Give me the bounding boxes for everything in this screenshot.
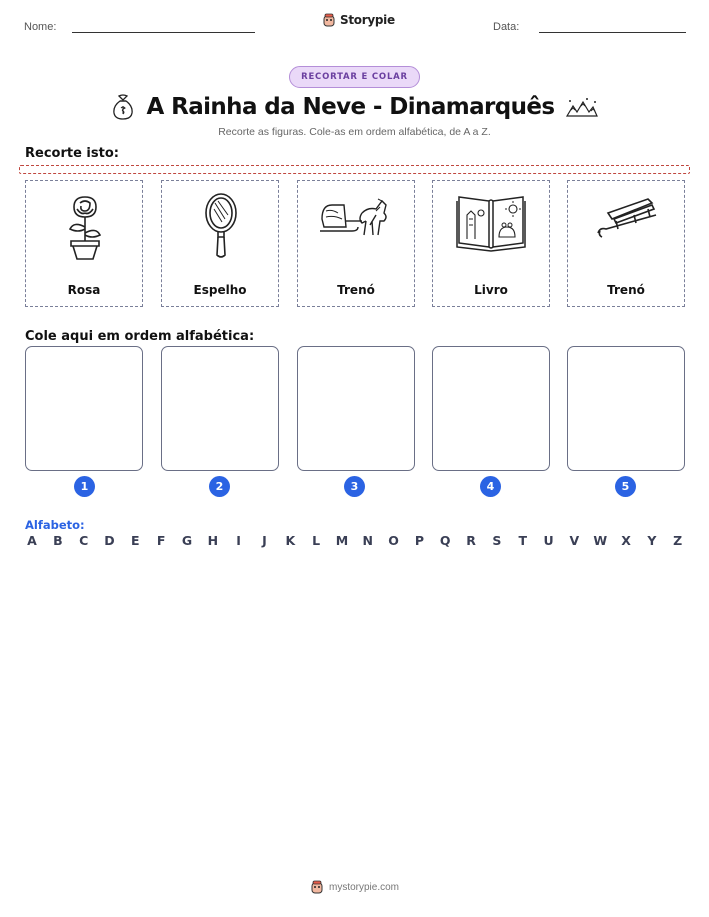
horse-sleigh-icon xyxy=(318,191,396,253)
alphabet-letter: Y xyxy=(647,533,657,548)
alphabet-letter: D xyxy=(104,533,115,548)
number-badge-2: 2 xyxy=(209,476,230,497)
alphabet-letter: I xyxy=(236,533,241,548)
alphabet-letter: G xyxy=(181,533,193,548)
brand-logo xyxy=(322,13,395,27)
alphabet-letter: R xyxy=(466,533,476,548)
alphabet-label: Alfabeto: xyxy=(25,518,85,532)
paste-box-2[interactable] xyxy=(161,346,279,471)
alphabet-letter: H xyxy=(207,533,219,548)
alphabet-letter: K xyxy=(285,533,296,548)
card-label: Espelho xyxy=(193,283,247,297)
alphabet-letter: L xyxy=(312,533,321,548)
alphabet-letter: P xyxy=(414,533,424,548)
alphabet-letter: Z xyxy=(673,533,683,548)
paste-box-5[interactable] xyxy=(567,346,685,471)
money-bag-icon xyxy=(110,93,136,121)
rose-icon xyxy=(50,189,120,261)
card-label: Trenó xyxy=(337,283,375,297)
cut-section-label: Recorte isto: xyxy=(25,146,119,161)
instructions: Recorte as figuras. Cole-as em ordem alfabética, de A a Z. xyxy=(218,126,491,138)
alphabet-letter: X xyxy=(621,533,631,548)
alphabet-letter: J xyxy=(262,533,267,548)
winter-scene-icon xyxy=(565,96,599,118)
alphabet-letter: F xyxy=(156,533,166,548)
storypie-mascot-icon xyxy=(322,13,336,27)
number-badge-4: 4 xyxy=(480,476,501,497)
alphabet-letter: M xyxy=(335,533,349,548)
cut-card-rose[interactable] xyxy=(25,180,143,307)
mirror-icon xyxy=(186,189,256,261)
card-label: Rosa xyxy=(67,283,101,297)
sled-icon xyxy=(594,193,660,243)
alphabet-row xyxy=(25,533,685,548)
footer xyxy=(0,880,709,894)
card-label: Trenó xyxy=(607,283,645,297)
date-line xyxy=(539,32,686,33)
alphabet-letter: Q xyxy=(439,533,451,548)
brand-name: Storypie xyxy=(340,13,395,27)
footer-url[interactable]: mystorypie.com xyxy=(328,881,399,893)
alphabet-letter: A xyxy=(27,533,37,548)
paste-box-4[interactable] xyxy=(432,346,550,471)
card-label: Livro xyxy=(474,283,508,297)
paste-box-1[interactable] xyxy=(25,346,143,471)
alphabet-letter: T xyxy=(518,533,527,548)
number-badge-1: 1 xyxy=(74,476,95,497)
alphabet-letter: O xyxy=(388,533,399,548)
date-label: Data: xyxy=(493,21,520,33)
alphabet-letter: E xyxy=(131,533,140,548)
activity-badge: RECORTAR E COLAR xyxy=(289,66,420,88)
page-title: A Rainha da Neve - Dinamarquês xyxy=(146,94,555,120)
cut-card-horse-sleigh[interactable] xyxy=(297,180,415,307)
cut-card-mirror[interactable] xyxy=(161,180,279,307)
book-icon xyxy=(455,191,527,253)
alphabet-letter: C xyxy=(79,533,89,548)
paste-box-3[interactable] xyxy=(297,346,415,471)
number-badge-3: 3 xyxy=(344,476,365,497)
cut-guide-line xyxy=(19,165,690,174)
alphabet-letter: S xyxy=(492,533,502,548)
alphabet-letter: N xyxy=(362,533,373,548)
number-badge-5: 5 xyxy=(615,476,636,497)
alphabet-letter: B xyxy=(53,533,63,548)
alphabet-letter: V xyxy=(569,533,580,548)
storypie-mascot-icon xyxy=(310,880,324,894)
paste-section-label: Cole aqui em ordem alfabética: xyxy=(25,329,255,344)
alphabet-letter: W xyxy=(593,533,608,548)
name-line xyxy=(72,32,255,33)
name-label: Nome: xyxy=(24,21,57,33)
cut-card-sled[interactable] xyxy=(567,180,685,307)
alphabet-letter: U xyxy=(543,533,554,548)
title-row xyxy=(0,92,709,122)
cut-card-book[interactable] xyxy=(432,180,550,307)
